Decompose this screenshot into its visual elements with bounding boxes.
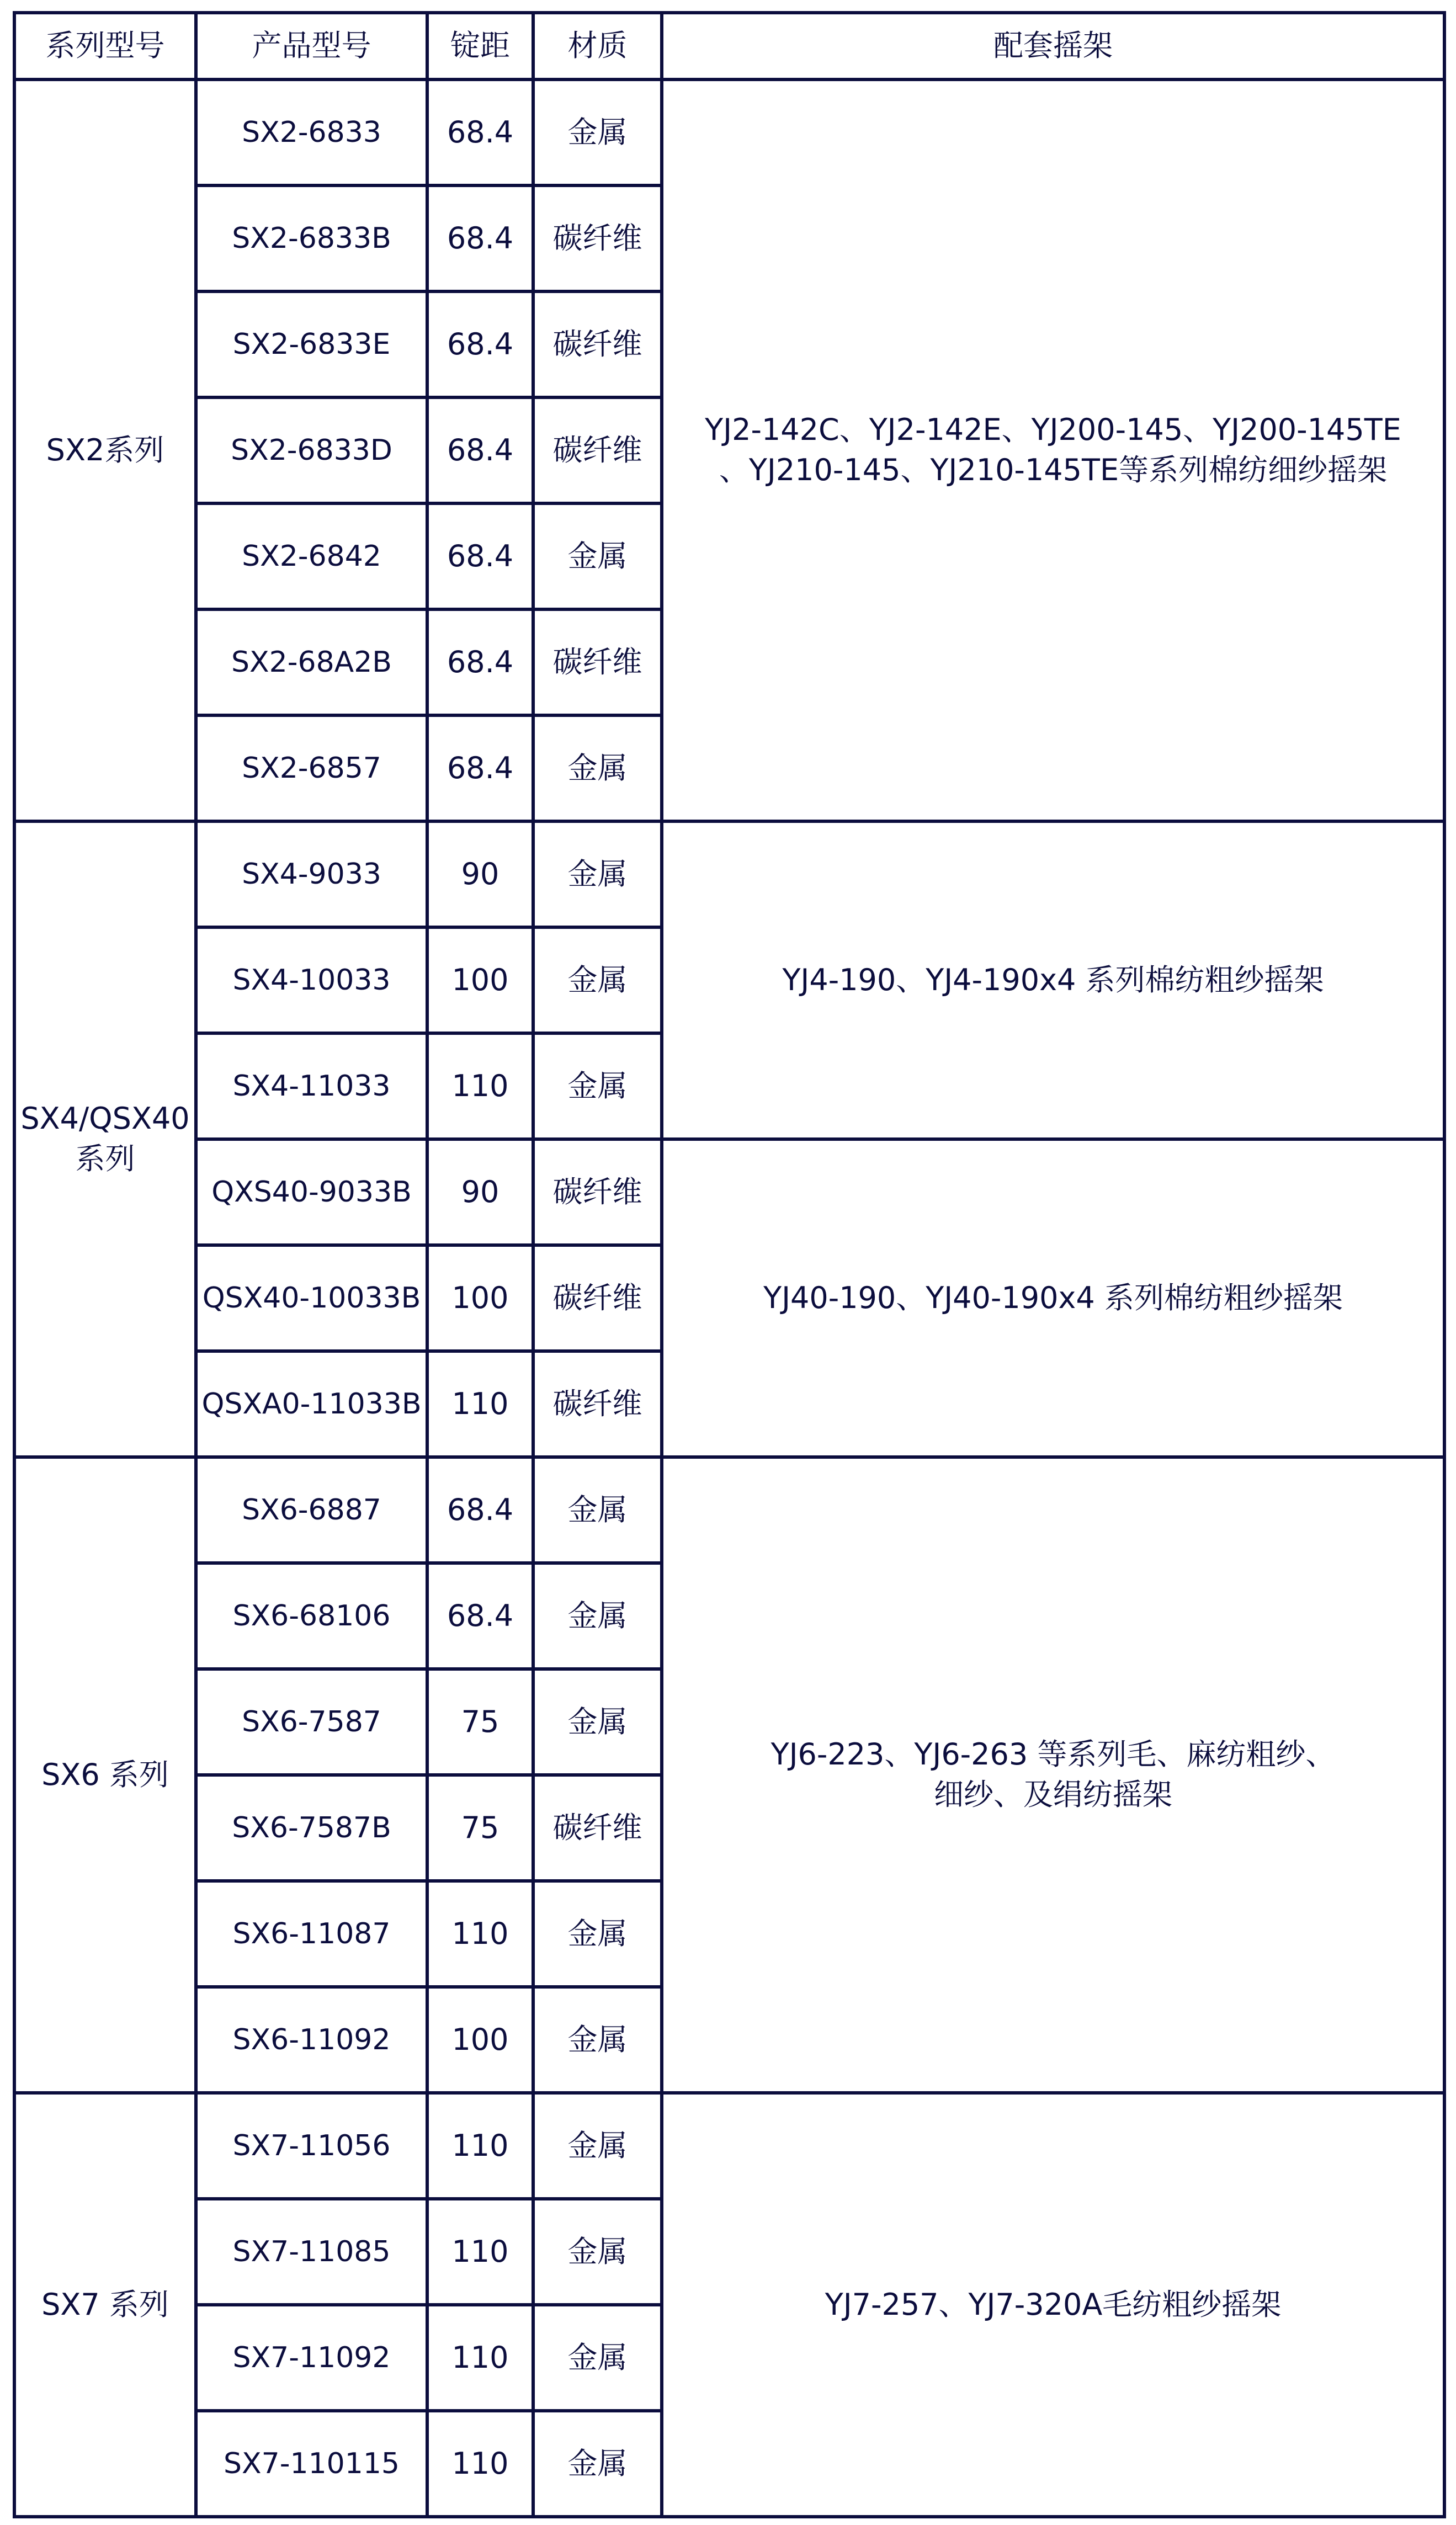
- material-cell: 金属: [533, 79, 662, 185]
- rack-cell: YJ4-190、YJ4-190x4 系列棉纺粗纱摇架: [662, 821, 1444, 1139]
- model-cell: SX4-11033: [196, 1033, 427, 1139]
- model-cell: SX7-11056: [196, 2093, 427, 2199]
- model-cell: SX4-9033: [196, 821, 427, 927]
- series-cell: SX4/QSX40 系列: [14, 821, 196, 1457]
- material-cell: 碳纤维: [533, 1139, 662, 1245]
- table-body: [14, 79, 1444, 2517]
- gauge-cell: 110: [427, 2305, 533, 2411]
- gauge-cell: 75: [427, 1775, 533, 1881]
- gauge-cell: 75: [427, 1669, 533, 1775]
- header-model: 产品型号: [196, 13, 427, 79]
- table-row: [14, 79, 1444, 185]
- series-cell: SX2系列: [14, 79, 196, 821]
- rack-cell: YJ7-257、YJ7-320A毛纺粗纱摇架: [662, 2093, 1444, 2517]
- rack-cell: YJ40-190、YJ40-190x4 系列棉纺粗纱摇架: [662, 1139, 1444, 1457]
- model-cell: SX2-6833E: [196, 291, 427, 397]
- material-cell: 金属: [533, 927, 662, 1033]
- gauge-cell: 110: [427, 1033, 533, 1139]
- material-cell: 金属: [533, 2411, 662, 2517]
- material-cell: 金属: [533, 1881, 662, 1987]
- model-cell: QSX40-10033B: [196, 1245, 427, 1351]
- model-cell: SX7-11092: [196, 2305, 427, 2411]
- model-cell: SX7-110115: [196, 2411, 427, 2517]
- header-row: [14, 13, 1444, 79]
- material-cell: 碳纤维: [533, 1245, 662, 1351]
- material-cell: 金属: [533, 2199, 662, 2305]
- gauge-cell: 110: [427, 2093, 533, 2199]
- model-cell: QXS40-9033B: [196, 1139, 427, 1245]
- material-cell: 碳纤维: [533, 291, 662, 397]
- gauge-cell: 90: [427, 1139, 533, 1245]
- gauge-cell: 68.4: [427, 609, 533, 715]
- material-cell: 金属: [533, 2305, 662, 2411]
- gauge-cell: 100: [427, 1987, 533, 2093]
- model-cell: SX2-6857: [196, 715, 427, 821]
- header-rack: 配套摇架: [662, 13, 1444, 79]
- gauge-cell: 100: [427, 927, 533, 1033]
- header-series: 系列型号: [14, 13, 196, 79]
- gauge-cell: 68.4: [427, 503, 533, 609]
- material-cell: 碳纤维: [533, 397, 662, 503]
- material-cell: 金属: [533, 1033, 662, 1139]
- gauge-cell: 110: [427, 2199, 533, 2305]
- series-cell: SX6 系列: [14, 1457, 196, 2093]
- rack-cell: YJ2-142C、YJ2-142E、YJ200-145、YJ200-145TE 、YJ210-145、YJ210-145TE等系列棉纺细纱摇架: [662, 79, 1444, 821]
- material-cell: 金属: [533, 821, 662, 927]
- header-gauge: 锭距: [427, 13, 533, 79]
- table-row: [14, 2093, 1444, 2199]
- model-cell: QSXA0-11033B: [196, 1351, 427, 1457]
- gauge-cell: 100: [427, 1245, 533, 1351]
- gauge-cell: 110: [427, 1881, 533, 1987]
- material-cell: 金属: [533, 1563, 662, 1669]
- table-row: [14, 821, 1444, 927]
- model-cell: SX2-6833B: [196, 185, 427, 291]
- table-row: [14, 1457, 1444, 1563]
- material-cell: 碳纤维: [533, 1351, 662, 1457]
- model-cell: SX4-10033: [196, 927, 427, 1033]
- gauge-cell: 68.4: [427, 715, 533, 821]
- model-cell: SX7-11085: [196, 2199, 427, 2305]
- gauge-cell: 68.4: [427, 79, 533, 185]
- gauge-cell: 68.4: [427, 1563, 533, 1669]
- gauge-cell: 110: [427, 1351, 533, 1457]
- gauge-cell: 68.4: [427, 291, 533, 397]
- model-cell: SX2-6833: [196, 79, 427, 185]
- gauge-cell: 68.4: [427, 397, 533, 503]
- gauge-cell: 68.4: [427, 185, 533, 291]
- gauge-cell: 110: [427, 2411, 533, 2517]
- material-cell: 金属: [533, 1669, 662, 1775]
- model-cell: SX6-7587B: [196, 1775, 427, 1881]
- table-row: [14, 1139, 1444, 1245]
- material-cell: 碳纤维: [533, 185, 662, 291]
- model-cell: SX6-11087: [196, 1881, 427, 1987]
- header-material: 材质: [533, 13, 662, 79]
- material-cell: 碳纤维: [533, 609, 662, 715]
- material-cell: 金属: [533, 1987, 662, 2093]
- material-cell: 金属: [533, 1457, 662, 1563]
- model-cell: SX6-68106: [196, 1563, 427, 1669]
- model-cell: SX2-68A2B: [196, 609, 427, 715]
- model-cell: SX6-11092: [196, 1987, 427, 2093]
- model-cell: SX2-6842: [196, 503, 427, 609]
- model-cell: SX2-6833D: [196, 397, 427, 503]
- model-cell: SX6-6887: [196, 1457, 427, 1563]
- gauge-cell: 68.4: [427, 1457, 533, 1563]
- material-cell: 金属: [533, 715, 662, 821]
- product-spec-table: [13, 11, 1446, 2518]
- gauge-cell: 90: [427, 821, 533, 927]
- material-cell: 碳纤维: [533, 1775, 662, 1881]
- material-cell: 金属: [533, 2093, 662, 2199]
- rack-cell: YJ6-223、YJ6-263 等系列毛、麻纺粗纱、 细纱、及绢纺摇架: [662, 1457, 1444, 2093]
- series-cell: SX7 系列: [14, 2093, 196, 2517]
- model-cell: SX6-7587: [196, 1669, 427, 1775]
- material-cell: 金属: [533, 503, 662, 609]
